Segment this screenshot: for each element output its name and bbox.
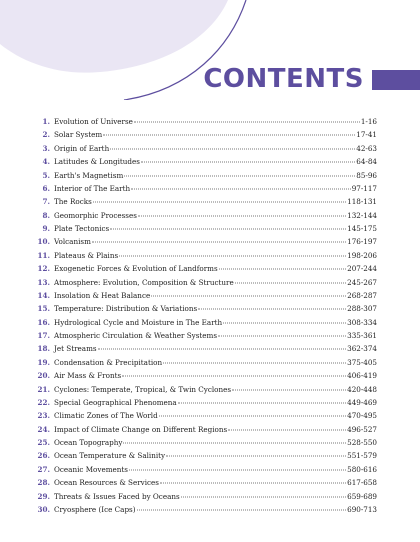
chapter-number: 2. (42, 130, 50, 140)
chapter-title: Ocean Temperature & Salinity (54, 451, 166, 461)
dot-leader (134, 122, 360, 123)
page-range: 528-550 (347, 438, 377, 447)
table-of-contents (28, 117, 377, 518)
chapter-number: 19. (37, 357, 50, 367)
toc-row (28, 411, 377, 424)
chapter-number: 5. (42, 170, 50, 180)
dot-leader (98, 349, 347, 350)
chapter-number: 15. (37, 304, 50, 314)
chapter-number: 20. (37, 371, 50, 381)
dot-leader (223, 322, 346, 323)
chapter-title: Geomorphic Processes (54, 210, 137, 220)
page-range: 145-175 (347, 224, 377, 233)
page-range: 690-713 (347, 504, 377, 514)
chapter-title: Climatic Zones of The World (54, 411, 158, 421)
toc-row (28, 184, 377, 197)
dot-leader (232, 389, 346, 390)
toc-row (28, 385, 377, 398)
chapter-number: 29. (37, 491, 50, 501)
page-range: 1-16 (360, 117, 377, 126)
chapter-title: Impact of Climate Change on Different Regions (54, 424, 228, 434)
toc-row (28, 117, 377, 130)
dot-leader (163, 362, 346, 363)
dot-leader (131, 188, 351, 189)
chapter-number: 6. (42, 183, 50, 193)
toc-row (28, 157, 377, 170)
dot-leader (141, 162, 355, 163)
dot-leader (159, 416, 346, 417)
dot-leader (137, 509, 347, 510)
page-title: CONTENTS (203, 64, 364, 94)
page-range: 245-267 (347, 277, 377, 287)
heading-row (0, 64, 420, 94)
dot-leader (218, 336, 346, 337)
page-range: 449-469 (347, 397, 377, 407)
chapter-title: Ocean Topography (54, 438, 123, 447)
toc-row (28, 251, 377, 264)
toc-row (28, 478, 377, 491)
chapter-number: 22. (37, 397, 50, 407)
dot-leader (166, 456, 346, 457)
chapter-number: 1. (42, 117, 50, 126)
page-range: 470-495 (347, 411, 377, 421)
chapter-title: Hydrological Cycle and Moisture in The Earth (54, 317, 223, 327)
chapter-title: Special Geographical Phenomena (54, 397, 177, 407)
page-range: 335-361 (347, 331, 377, 340)
dot-leader (119, 255, 346, 256)
chapter-number: 18. (37, 344, 50, 354)
chapter-title: Latitudes & Longitudes (54, 157, 140, 167)
chapter-number: 12. (37, 264, 50, 274)
toc-row (28, 144, 377, 157)
dot-leader (151, 295, 346, 296)
chapter-title: Air Mass & Fronts (54, 371, 122, 381)
dot-leader (228, 429, 346, 430)
page-range: 551-579 (347, 451, 377, 461)
page-range: 64-84 (356, 157, 377, 167)
page-range: 42-63 (356, 143, 377, 153)
chapter-number: 24. (37, 424, 50, 434)
header-curve-shape (0, 0, 228, 73)
chapter-number: 9. (42, 224, 50, 233)
toc-row (28, 398, 377, 411)
dot-leader (124, 175, 355, 176)
chapter-title: Ocean Resources & Services (54, 478, 159, 488)
chapter-title: Atmosphere: Evolution, Composition & Structure (54, 277, 234, 287)
chapter-title: Plate Tectonics (54, 224, 110, 233)
chapter-title: Oceanic Movements (54, 464, 128, 474)
chapter-number: 8. (42, 210, 50, 220)
page-range: 85-96 (356, 170, 377, 180)
chapter-title: Earth's Magnetism (54, 170, 124, 180)
page-range: 496-527 (347, 424, 377, 434)
page-range: 375-405 (347, 357, 377, 367)
toc-row (28, 331, 377, 344)
dot-leader (160, 483, 346, 484)
chapter-number: 23. (37, 411, 50, 421)
chapter-title: Plateaus & Plains (54, 250, 119, 260)
toc-row (28, 492, 377, 505)
chapter-number: 7. (42, 197, 50, 207)
chapter-number: 16. (37, 317, 50, 327)
dot-leader (93, 202, 346, 203)
dot-leader (235, 282, 346, 283)
dot-leader (110, 229, 346, 230)
toc-row (28, 211, 377, 224)
heading-accent-bar (372, 70, 420, 90)
chapter-number: 10. (37, 237, 50, 247)
toc-row (28, 425, 377, 438)
page-range: 17-41 (356, 130, 377, 140)
page-range: 207-244 (347, 264, 377, 274)
dot-leader (92, 242, 346, 243)
chapter-title: Cyclones: Temperate, Tropical, & Twin Cyclones (54, 384, 232, 394)
chapter-title: Threats & Issues Faced by Oceans (54, 491, 180, 501)
chapter-number: 11. (37, 250, 50, 260)
toc-row (28, 224, 377, 237)
page-range: 198-206 (347, 250, 377, 260)
toc-row (28, 171, 377, 184)
chapter-title: Interior of The Earth (54, 183, 131, 193)
dot-leader (181, 496, 346, 497)
page-range: 406-419 (347, 371, 377, 381)
chapter-number: 27. (37, 464, 50, 474)
chapter-title: Exogenetic Forces & Evolution of Landforms (54, 264, 218, 274)
toc-row (28, 358, 377, 371)
chapter-title: The Rocks (54, 197, 92, 207)
dot-leader (219, 269, 346, 270)
toc-row (28, 291, 377, 304)
page-range: 268-287 (347, 290, 377, 300)
page-range: 617-658 (347, 478, 377, 488)
page-range: 420-448 (347, 384, 377, 394)
dot-leader (110, 148, 355, 149)
toc-row (28, 505, 377, 518)
toc-row (28, 438, 377, 451)
dot-leader (123, 443, 346, 444)
toc-row (28, 197, 377, 210)
page-range: 118-131 (347, 197, 377, 207)
chapter-title: Evolution of Universe (54, 117, 133, 126)
page-range: 362-374 (347, 344, 377, 354)
page-range: 288-307 (347, 304, 377, 314)
page-range: 132-144 (347, 210, 377, 220)
chapter-number: 4. (42, 157, 50, 167)
chapter-number: 30. (37, 504, 50, 514)
toc-row (28, 344, 377, 357)
toc-row (28, 237, 377, 250)
page-range: 659-689 (347, 491, 377, 501)
chapter-title: Insolation & Heat Balance (54, 290, 151, 300)
chapter-number: 21. (37, 384, 50, 394)
chapter-title: Temperature: Distribution & Variations (54, 304, 198, 314)
toc-row (28, 130, 377, 143)
dot-leader (178, 402, 346, 403)
toc-row (28, 278, 377, 291)
chapter-number: 26. (37, 451, 50, 461)
chapter-title: Solar System (54, 130, 103, 140)
chapter-number: 17. (37, 331, 50, 340)
chapter-title: Cryosphere (Ice Caps) (54, 504, 136, 514)
page-range: 97-117 (351, 183, 377, 193)
chapter-title: Condensation & Precipitation (54, 357, 163, 367)
chapter-number: 3. (42, 143, 50, 153)
page-range: 176-197 (347, 237, 377, 247)
chapter-title: Jet Streams (54, 344, 97, 354)
dot-leader (138, 215, 346, 216)
chapter-number: 14. (37, 290, 50, 300)
dot-leader (129, 469, 346, 470)
page-range: 580-616 (347, 464, 377, 474)
chapter-number: 25. (37, 438, 50, 447)
toc-row (28, 264, 377, 277)
page-range: 308-334 (347, 317, 377, 327)
dot-leader (103, 135, 355, 136)
chapter-title: Volcanism (54, 237, 91, 247)
chapter-number: 13. (37, 277, 50, 287)
toc-row (28, 451, 377, 464)
toc-row (28, 371, 377, 384)
toc-row (28, 318, 377, 331)
dot-leader (122, 376, 346, 377)
toc-row (28, 465, 377, 478)
toc-row (28, 304, 377, 317)
chapter-number: 28. (37, 478, 50, 488)
chapter-title: Origin of Earth (54, 143, 110, 153)
dot-leader (198, 309, 346, 310)
chapter-title: Atmospheric Circulation & Weather Systems (54, 331, 218, 340)
